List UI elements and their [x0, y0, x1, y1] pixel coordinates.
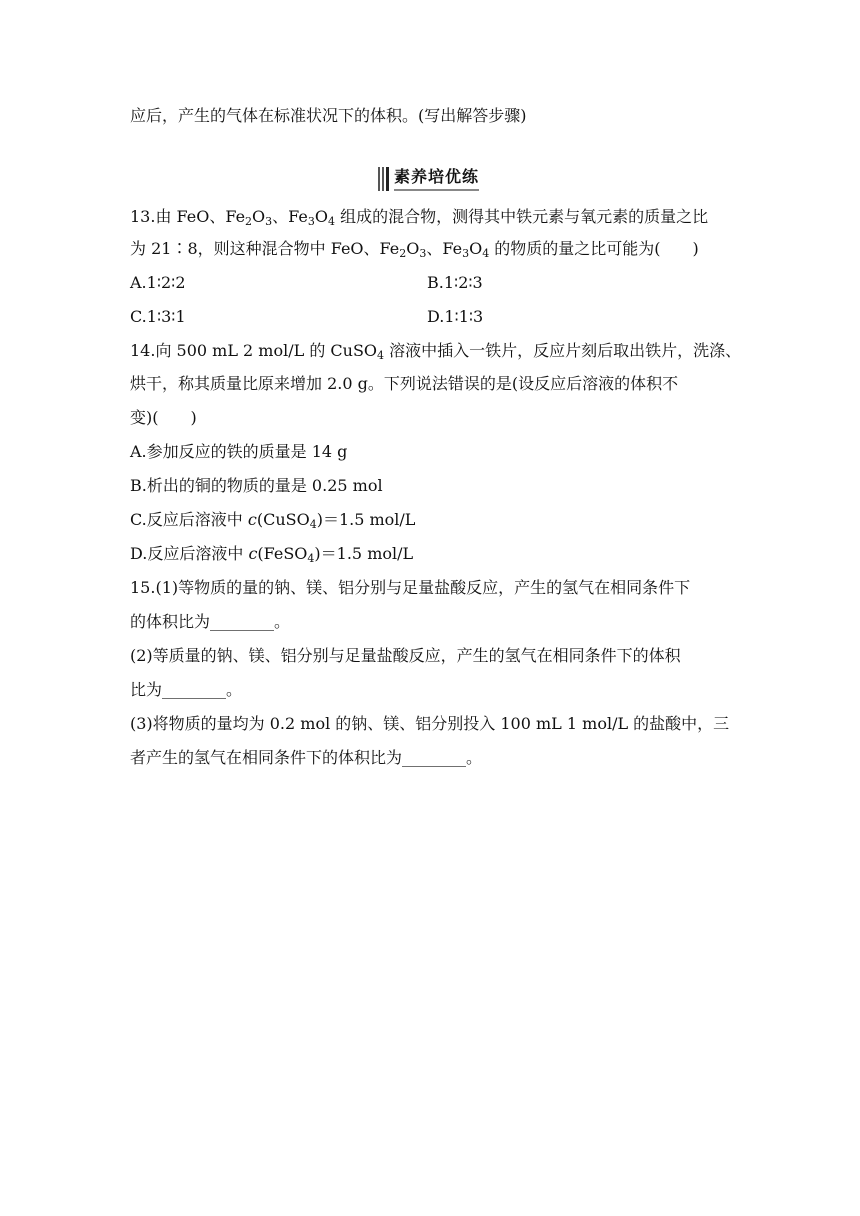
q13-option-a: A.1∶2∶2 — [130, 273, 186, 292]
q15-part1-line-2: 的体积比为________。 — [130, 612, 291, 631]
q13-line-1: 13.由 FeO、$Fe_2O_3$、$Fe_3O_4$ 组成的混合物，测得其中铁元素与氧元素的质量之比 — [130, 207, 709, 228]
q15-part1-line-1: 15.(1)等物质的量的钠、镁、铝分别与足量盐酸反应，产生的氢气在相同条件下 — [130, 578, 691, 597]
q14-option-a: A.参加反应的铁的质量是 14 g — [130, 442, 348, 461]
q14-option-b: B.析出的铜的物质的量是 0.25 mol — [130, 476, 383, 495]
q13-line-2: 为 21∶8，则这种混合物中 FeO、$Fe_2O_3$、$Fe_3O_4$ 的物质的量之比可能为( ) — [130, 239, 699, 260]
q13-option-b: B.1∶2∶3 — [427, 273, 483, 292]
q15-part3-line-2: 者产生的氢气在相同条件下的体积比为________。 — [130, 748, 483, 767]
q14-line-3: 变)( ) — [130, 408, 197, 427]
q15-part2-line-2: 比为________。 — [130, 680, 243, 699]
section-bars-icon — [378, 167, 389, 191]
q15-part2-line-1: (2)等质量的钠、镁、铝分别与足量盐酸反应，产生的氢气在相同条件下的体积 — [130, 646, 681, 665]
q14-option-c: C.反应后溶液中 c(CuSO$_4$)＝1.5 mol/L — [130, 510, 416, 531]
section-title: 素养培优练 — [394, 167, 479, 191]
q13-option-d: D.1∶1∶3 — [427, 307, 484, 326]
section-header — [378, 166, 479, 192]
q13-option-c: C.1∶3∶1 — [130, 307, 186, 326]
q14-line-2: 烘干，称其质量比原来增加 2.0 g。下列说法错误的是(设反应后溶液的体积不 — [130, 374, 679, 393]
q15-part3-line-1: (3)将物质的量均为 0.2 mol 的钠、镁、铝分别投入 100 mL 1 mol/L 的盐酸中，三 — [130, 714, 730, 733]
q14-line-1: 14.向 500 mL 2 mol/L 的 CuSO$_4$ 溶液中插入一铁片，反应片刻后取出铁片，洗涤、 — [130, 341, 742, 362]
intro-line: 应后，产生的气体在标准状况下的体积。(写出解答步骤) — [130, 106, 527, 125]
q14-option-d: D.反应后溶液中 c(FeSO$_4$)＝1.5 mol/L — [130, 544, 414, 565]
